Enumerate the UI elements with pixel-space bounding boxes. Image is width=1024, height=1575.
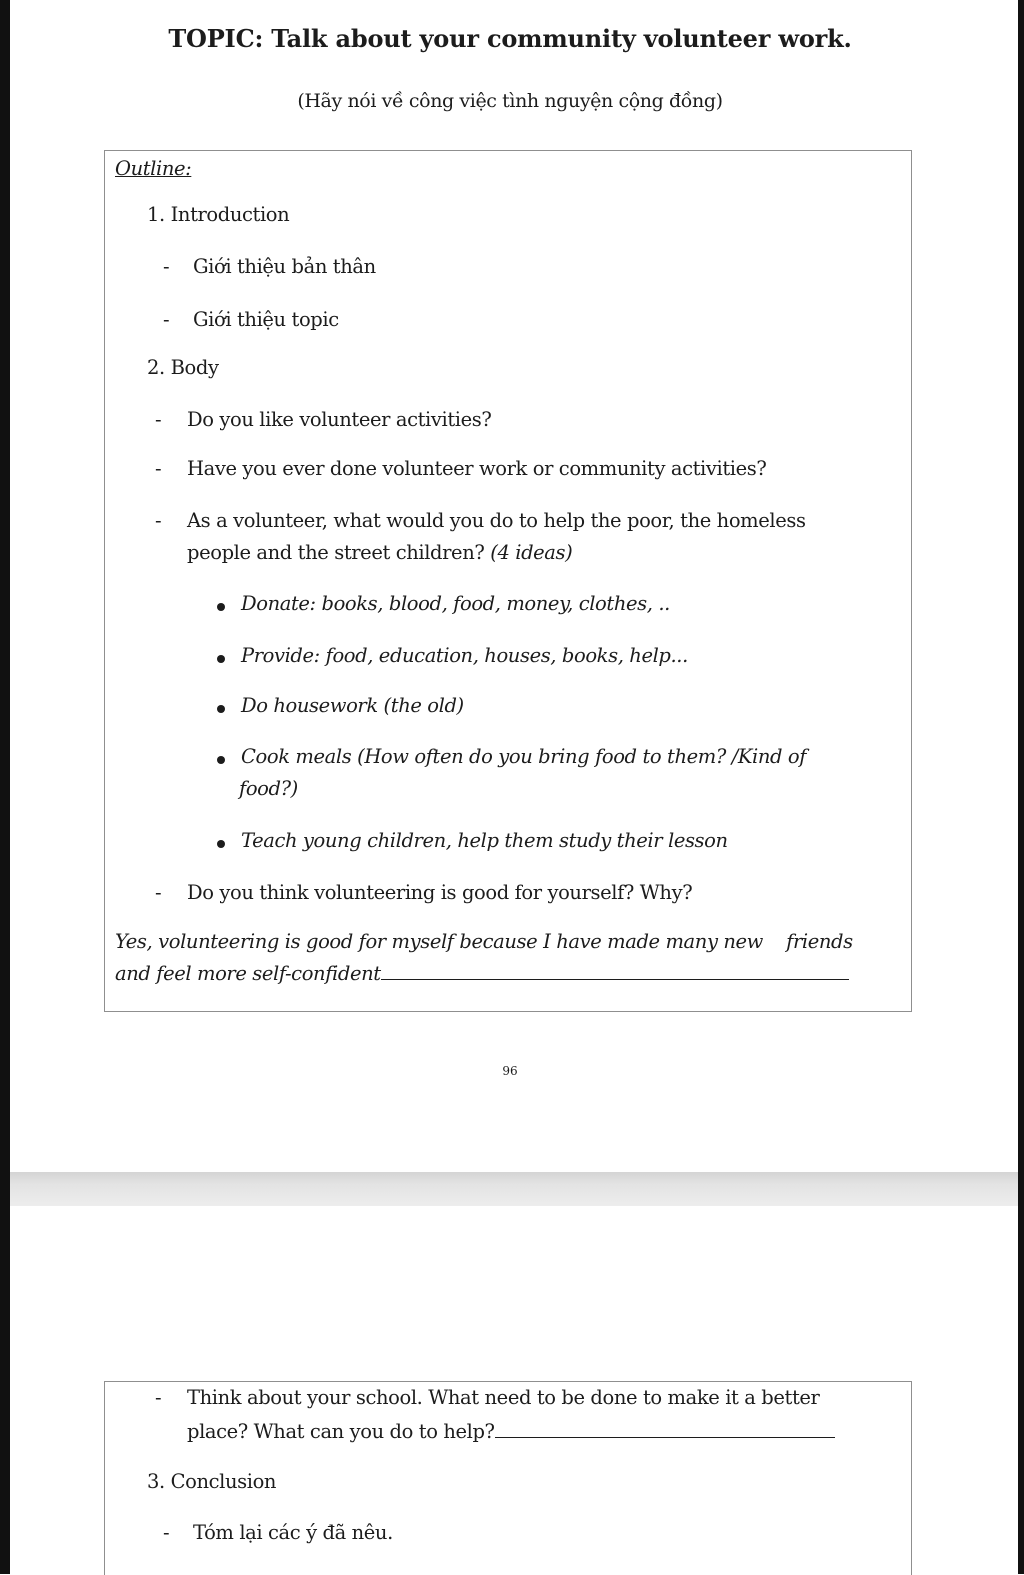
answer-line-2: and feel more self-confident bbox=[115, 962, 381, 985]
page-subtitle: (Hãy nói về công việc tình nguyện cộng đồng) bbox=[297, 90, 723, 112]
idea-item: Donate: books, blood, food, money, clothes, .. bbox=[241, 592, 670, 615]
bullet-icon bbox=[217, 840, 225, 848]
dash-marker: - bbox=[155, 509, 162, 532]
outline-label: Outline: bbox=[115, 157, 192, 180]
body-question-continuation bbox=[187, 541, 572, 564]
idea-item: Provide: food, education, houses, books, help... bbox=[241, 644, 688, 667]
dash-marker: - bbox=[155, 457, 162, 480]
answer-line-1: Yes, volunteering is good for myself because I have made many new friends bbox=[115, 930, 853, 953]
bullet-icon bbox=[217, 756, 225, 764]
conclusion-item: Tóm lại các ý đã nêu. bbox=[193, 1521, 393, 1544]
dash-marker: - bbox=[155, 1386, 162, 1409]
idea-item: Do housework (the old) bbox=[241, 694, 464, 717]
idea-item-continuation: food?) bbox=[239, 777, 298, 800]
idea-item: Cook meals (How often do you bring food to them? /Kind of bbox=[241, 745, 807, 768]
page-separator bbox=[10, 1172, 1018, 1206]
body-question: Do you like volunteer activities? bbox=[187, 408, 492, 431]
answer-text bbox=[115, 930, 853, 953]
bullet-icon bbox=[217, 655, 225, 663]
idea-item: Teach young children, help them study their lesson bbox=[241, 829, 728, 852]
question-text: people and the street children? bbox=[187, 541, 485, 564]
answer-blank-line bbox=[381, 978, 849, 980]
document-page-2 bbox=[10, 1206, 1018, 1574]
page-number: 96 bbox=[502, 1064, 518, 1078]
body-heading: 2. Body bbox=[147, 356, 219, 379]
body-question: Have you ever done volunteer work or community activities? bbox=[187, 457, 767, 480]
outline-box bbox=[104, 150, 912, 1012]
outline-box-continued bbox=[104, 1381, 912, 1575]
body-question: Think about your school. What need to be done to make it a better bbox=[187, 1386, 820, 1409]
left-screen-edge bbox=[0, 0, 10, 1574]
answer-blank-line bbox=[495, 1436, 835, 1438]
dash-marker: - bbox=[155, 408, 162, 431]
question-text: place? What can you do to help? bbox=[187, 1420, 495, 1443]
document-page-1 bbox=[10, 0, 1018, 1172]
intro-item: Giới thiệu bản thân bbox=[193, 255, 376, 278]
intro-heading: 1. Introduction bbox=[147, 203, 290, 226]
right-screen-edge bbox=[1018, 0, 1024, 1574]
bullet-icon bbox=[217, 705, 225, 713]
dash-marker: - bbox=[155, 881, 162, 904]
body-question: Do you think volunteering is good for yourself? Why? bbox=[187, 881, 693, 904]
page-title: TOPIC: Talk about your community volunteer work. bbox=[168, 24, 852, 53]
body-question: As a volunteer, what would you do to help the poor, the homeless bbox=[187, 509, 806, 532]
dash-marker: - bbox=[163, 255, 170, 278]
bullet-icon bbox=[217, 603, 225, 611]
dash-marker: - bbox=[163, 308, 170, 331]
question-note: (4 ideas) bbox=[490, 541, 573, 564]
dash-marker: - bbox=[163, 1521, 170, 1544]
answer-text-continuation bbox=[115, 962, 849, 985]
body-question-continuation bbox=[187, 1420, 835, 1443]
conclusion-heading: 3. Conclusion bbox=[147, 1470, 277, 1493]
intro-item: Giới thiệu topic bbox=[193, 308, 339, 331]
